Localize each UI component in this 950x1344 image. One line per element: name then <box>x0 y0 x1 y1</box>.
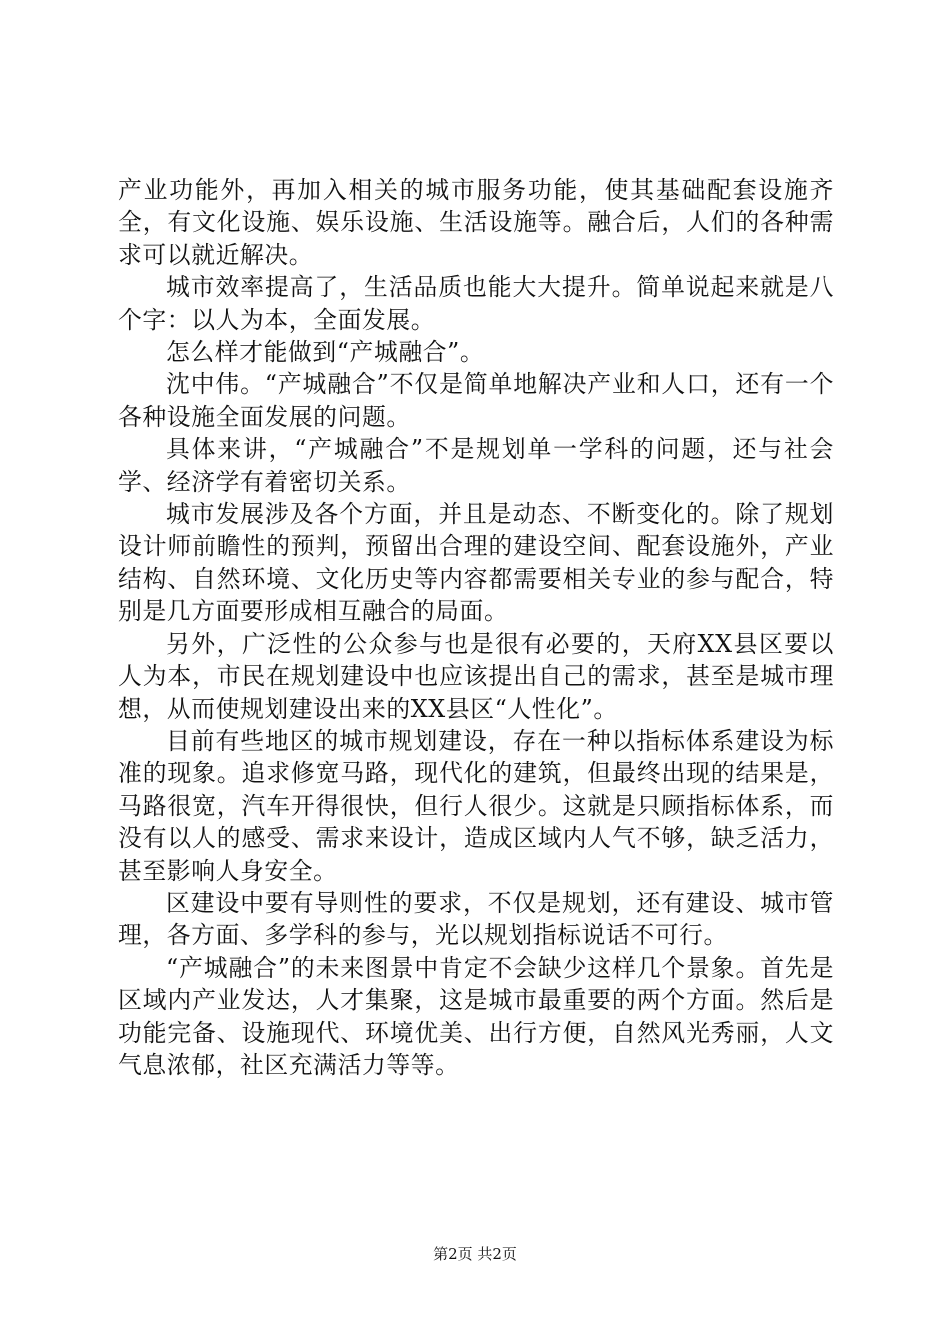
paragraph: 沈中伟。“产城融合”不仅是简单地解决产业和人口，还有一个各种设施全面发展的问题。 <box>118 370 834 431</box>
paragraph: “产城融合”的未来图景中肯定不会缺少这样几个景象。首先是区域内产业发达，人才集聚，这是城市最重要的两个方面。然后是功能完备、设施现代、环境优美、出行方便，自然风光秀丽，人文气息浓郁，社区充满活力等等。 <box>118 953 834 1079</box>
paragraph: 怎么样才能做到“产城融合”。 <box>166 338 485 367</box>
page-footer <box>0 1244 950 1264</box>
paragraph: 城市效率提高了，生活品质也能大大提升。简单说起来就是八个字：以人为本，全面发展。 <box>118 273 834 334</box>
paragraph-continued: 产业功能外，再加入相关的城市服务功能，使其基础配套设施齐全，有文化设施、娱乐设施、生活设施等。融合后，人们的各种需求可以就近解决。 <box>118 176 834 269</box>
document-body <box>118 174 834 1081</box>
paragraph: 另外，广泛性的公众参与也是很有必要的，天府XX县区要以人为本，市民在规划建设中也应该提出自己的需求，甚至是城市理想，从而使规划建设出来的XX县区“人性化”。 <box>118 629 834 723</box>
page-number: 第2页 共2页 <box>433 1245 517 1263</box>
paragraph: 具体来讲，“产城融合”不是规划单一学科的问题，还与社会学、经济学有着密切关系。 <box>118 435 834 496</box>
paragraph: 区建设中要有导则性的要求，不仅是规划，还有建设、城市管理，各方面、多学科的参与，光以规划指标说话不可行。 <box>118 888 834 950</box>
paragraph: 城市发展涉及各个方面，并且是动态、不断变化的。除了规划设计师前瞻性的预判，预留出合理的建设空间、配套设施外，产业结构、自然环境、文化历史等内容都需要相关专业的参与配合，特别是几方面要形成相互融合的局面。 <box>118 500 834 626</box>
paragraph: 目前有些地区的城市规划建设，存在一种以指标体系建设为标准的现象。追求修宽马路，现代化的建筑，但最终出现的结果是，马路很宽，汽车开得很快，但行人很少。这就是只顾指标体系，而没有以人的感受、需求来设计，造成区域内人气不够，缺乏活力，甚至影响人身安全。 <box>118 726 834 885</box>
